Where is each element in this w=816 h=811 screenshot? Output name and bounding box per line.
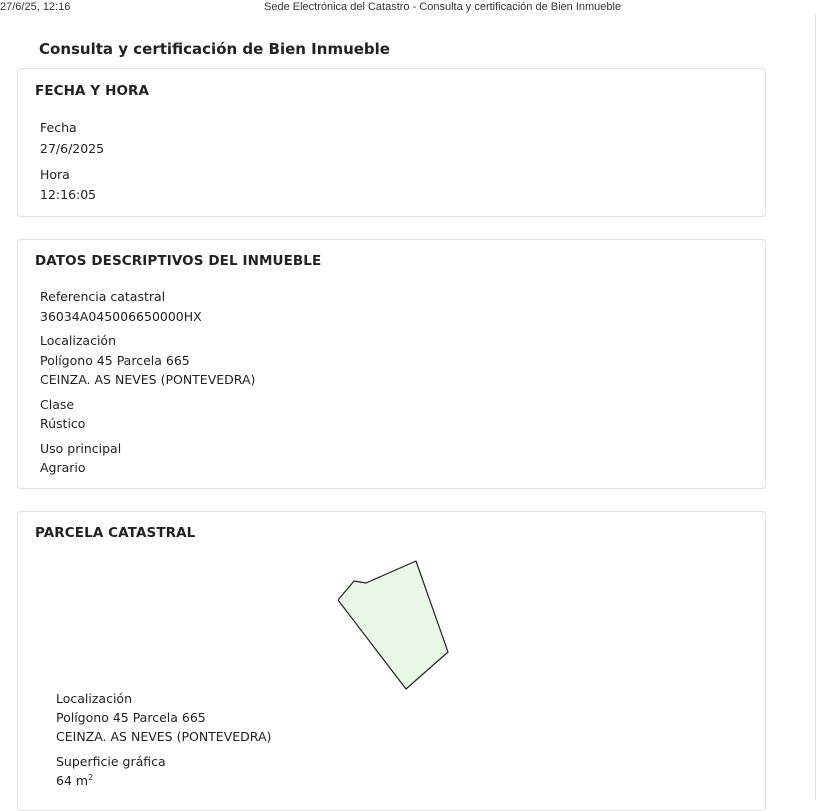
parcel-shape [338,561,448,689]
superficie-number: 64 [56,773,72,788]
parcela-localizacion-label: Localización [56,691,133,706]
parcela-localizacion-line2: CEINZA. AS NEVES (PONTEVEDRA) [56,729,272,744]
parcel-map [338,552,468,692]
uso-principal-label: Uso principal [40,441,122,456]
superficie-exponent: 2 [88,772,94,782]
localizacion-line2: CEINZA. AS NEVES (PONTEVEDRA) [40,372,256,387]
referencia-catastral-value: 36034A045006650000HX [40,309,202,324]
superficie-unit: m [75,773,89,788]
print-page-title: Sede Electrónica del Catastro - Consulta y certificación de Bien Inmueble [264,1,622,13]
superficie-grafica-value [56,771,93,790]
localizacion-line1: Polígono 45 Parcela 665 [40,353,190,368]
localizacion-label: Localización [40,333,117,348]
superficie-grafica-label: Superficie gráfica [56,754,166,769]
print-datetime: 27/6/25, 12:16 [0,1,71,13]
print-header [0,0,816,16]
fecha-hora-title: FECHA Y HORA [35,83,150,99]
clase-value: Rústico [40,416,86,431]
parcela-catastral-card [17,511,766,811]
fecha-hora-card [17,68,766,217]
fecha-label: Fecha [40,120,77,135]
datos-descriptivos-title: DATOS DESCRIPTIVOS DEL INMUEBLE [35,253,322,269]
hora-value: 12:16:05 [40,187,97,202]
clase-label: Clase [40,397,75,412]
uso-principal-value: Agrario [40,460,86,475]
page-title: Consulta y certificación de Bien Inmueble [39,40,390,58]
hora-label: Hora [40,167,70,182]
parcela-catastral-title: PARCELA CATASTRAL [35,525,196,541]
datos-descriptivos-card [17,239,766,489]
referencia-catastral-label: Referencia catastral [40,289,166,304]
fecha-value: 27/6/2025 [40,141,105,156]
parcela-localizacion-line1: Polígono 45 Parcela 665 [56,710,206,725]
